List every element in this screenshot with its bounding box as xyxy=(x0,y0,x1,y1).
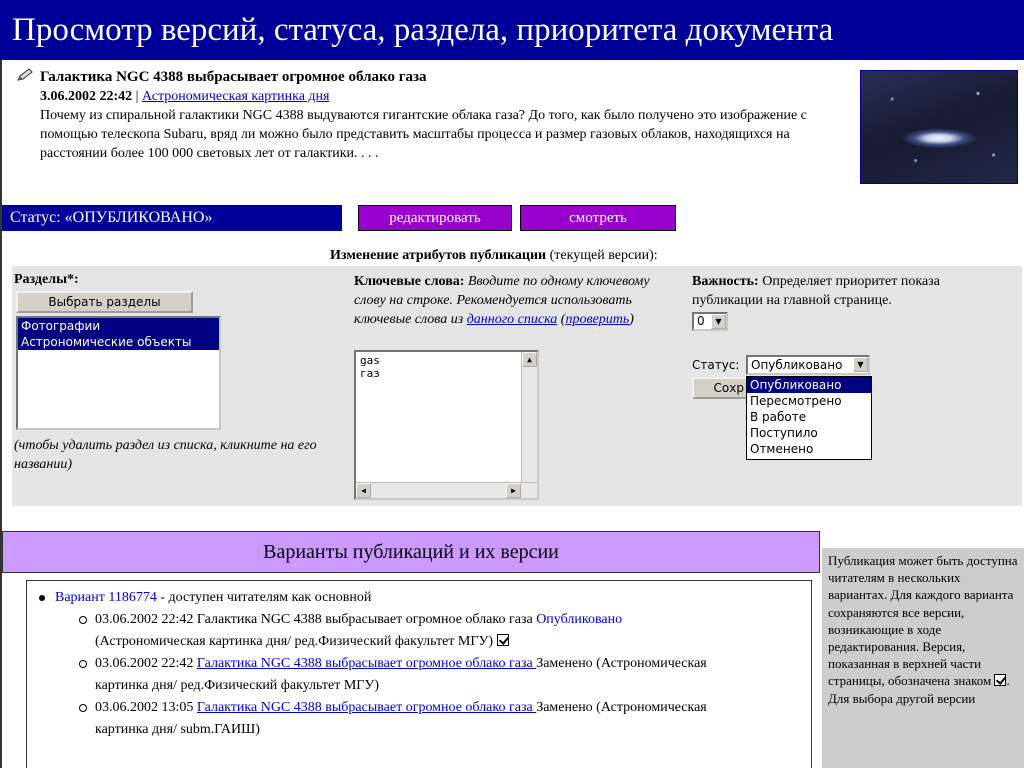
version-datetime: 03.06.2002 22:42 xyxy=(95,612,194,627)
section-option[interactable]: Фотографии xyxy=(18,318,219,334)
version-item xyxy=(79,653,809,697)
status-option[interactable]: Отменено xyxy=(750,442,814,456)
choose-sections-button[interactable]: Выбрать разделы xyxy=(16,291,193,313)
variant-description: - доступен читателям как основной xyxy=(156,590,372,605)
version-details: картинка дня/ ред.Физический факультет МГУ) xyxy=(95,678,379,693)
keywords-textarea[interactable] xyxy=(354,350,539,500)
keywords-hint: Вводите по одному ключевому слову на строке. Рекомендуется использовать ключевые слова из xyxy=(354,274,650,327)
sections-label: Разделы*: xyxy=(14,272,79,287)
side-note xyxy=(822,548,1024,768)
scroll-left-icon[interactable]: ◀ xyxy=(356,483,371,498)
variants-list xyxy=(26,580,812,768)
variant-link[interactable]: Вариант 1186774 xyxy=(55,590,157,605)
check-close: ) xyxy=(629,312,634,327)
vertical-scrollbar[interactable] xyxy=(521,352,537,482)
priority-label: Важность: xyxy=(692,274,759,289)
status-option[interactable]: Опубликовано xyxy=(747,377,871,393)
status-field-label: Статус: xyxy=(692,358,740,372)
article-summary: Почему из спиральной галактики NGC 4388 выдуваются гигантские облака газа? До того, как было получено это изображение с помощью телескопа Subaru, вряд ли можно было представить масштабы процесса и размер газовых облаков, находящихся на расстоянии более 100 000 световых лет от галактики. . . . xyxy=(40,108,807,161)
article-header xyxy=(16,68,846,163)
form-heading-rest: (текущей версии): xyxy=(546,248,658,263)
status-select[interactable] xyxy=(746,355,870,375)
bullet-icon xyxy=(39,595,45,601)
status-option[interactable]: Пересмотрено xyxy=(750,394,842,408)
version-title: Галактика NGC 4388 выбрасывает огромное облако газа xyxy=(193,612,537,627)
article-title: Галактика NGC 4388 выбрасывает огромное облако газа xyxy=(40,69,427,85)
keyword-line: gas xyxy=(360,354,380,367)
variant-item xyxy=(39,587,371,609)
chevron-down-icon[interactable]: ▼ xyxy=(711,314,726,329)
version-details: картинка дня/ subm.ГАИШ) xyxy=(95,722,260,737)
galaxy-thumbnail xyxy=(860,70,1018,184)
status-option[interactable]: В работе xyxy=(750,410,807,424)
keywords-dictionary-link[interactable]: данного списка xyxy=(466,312,558,327)
section-option[interactable]: Астрономические объекты xyxy=(18,334,219,350)
horizontal-scrollbar[interactable] xyxy=(356,482,537,498)
version-datetime: 03.06.2002 13:05 xyxy=(95,700,194,715)
save-button[interactable]: Сохр xyxy=(692,377,748,399)
keywords-column xyxy=(354,272,674,329)
version-details: (Астрономическая картинка дня/ ред.Физический факультет МГУ) xyxy=(95,634,497,649)
priority-select[interactable] xyxy=(692,312,728,331)
side-note-text-end: . Для выбора другой версии xyxy=(828,673,1010,706)
sections-column xyxy=(14,272,344,288)
circle-bullet-icon xyxy=(79,704,87,712)
status-select-value: Опубликовано xyxy=(751,358,843,372)
publication-status-label: Статус: «ОПУБЛИКОВАНО» xyxy=(2,205,342,231)
version-item xyxy=(79,697,809,741)
version-item xyxy=(79,609,809,653)
side-note-text: Публикация может быть доступна читателям в нескольких вариантах. Для каждого варианта сохраняются все версии, возникающие в ходе редактирования. Версия, показанная в верхней части страницы, обозначена знаком xyxy=(828,553,1018,689)
variants-banner: Варианты публикаций и их версии xyxy=(2,531,820,573)
checkbox-checked-icon xyxy=(497,634,509,646)
scroll-right-icon[interactable]: ▶ xyxy=(506,483,521,498)
version-title-link[interactable]: Галактика NGC 4388 выбрасывает огромное облако газа xyxy=(196,656,537,671)
slide-title: Просмотр версий, статуса, раздела, приоритета документа xyxy=(0,0,1024,60)
circle-bullet-icon xyxy=(79,616,87,624)
chevron-down-icon[interactable]: ▼ xyxy=(853,357,868,372)
priority-value: 0 xyxy=(697,314,705,328)
pencil-icon xyxy=(16,68,34,82)
priority-description: Определяет приоритет показа публикации на главной странице. xyxy=(692,274,940,308)
view-button[interactable]: смотреть xyxy=(520,205,676,231)
form-heading xyxy=(330,248,658,264)
edit-button[interactable]: редактировать xyxy=(358,205,512,231)
status-option[interactable]: Поступило xyxy=(750,426,818,440)
version-title-link[interactable]: Галактика NGC 4388 выбрасывает огромное облако газа xyxy=(196,700,537,715)
circle-bullet-icon xyxy=(79,660,87,668)
keywords-label: Ключевые слова: xyxy=(354,274,465,289)
article-date: 3.06.2002 22:42 xyxy=(40,89,133,104)
check-keywords-link[interactable]: проверить xyxy=(565,312,630,327)
version-datetime: 03.06.2002 22:42 xyxy=(95,656,194,671)
article-separator: | xyxy=(132,89,142,104)
version-status: Заменено (Астрономическая xyxy=(536,700,707,715)
version-status: Опубликовано xyxy=(536,612,623,627)
keyword-line: газ xyxy=(360,367,380,380)
priority-column xyxy=(692,272,1012,310)
form-heading-bold: Изменение атрибутов публикации xyxy=(330,248,547,263)
check-open: ( xyxy=(557,312,566,327)
source-link[interactable]: Астрономическая картинка дня xyxy=(141,89,330,104)
checkbox-checked-icon xyxy=(994,674,1006,686)
version-status: Заменено (Астрономическая xyxy=(536,656,707,671)
scroll-up-icon[interactable]: ▲ xyxy=(522,352,537,367)
page-left-border xyxy=(0,60,2,768)
status-dropdown-list[interactable] xyxy=(746,376,872,460)
sections-hint: (чтобы удалить раздел из списка, кликните на его названии) xyxy=(14,438,317,472)
sections-listbox[interactable] xyxy=(16,316,221,430)
